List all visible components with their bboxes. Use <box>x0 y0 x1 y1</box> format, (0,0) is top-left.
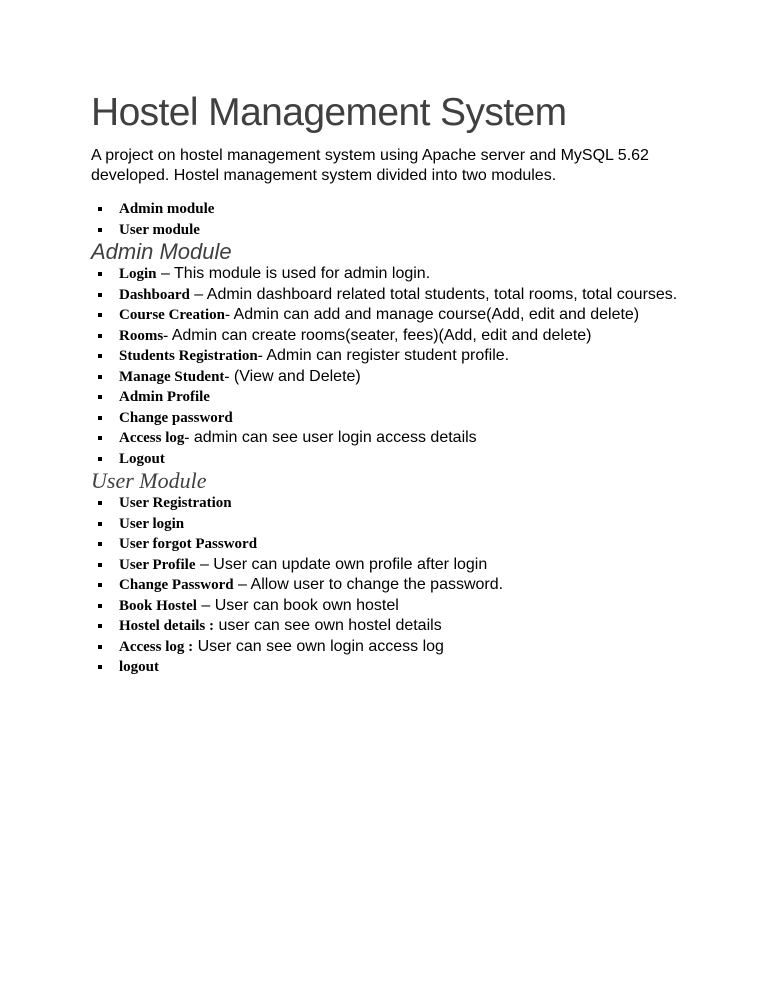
document-page <box>91 90 691 678</box>
item-term: Change password <box>119 409 233 426</box>
item-description: – User can update own profile after login <box>195 555 488 573</box>
list-item <box>91 305 691 326</box>
item-term: Login <box>119 266 157 282</box>
square-bullet-icon <box>98 272 102 276</box>
square-bullet-icon <box>98 665 102 669</box>
item-term: Students Registration- <box>119 348 263 364</box>
square-bullet-icon <box>98 395 102 399</box>
item-description: User can see own login access log <box>193 637 444 655</box>
item-description: admin can see user login access details <box>189 429 477 446</box>
square-bullet-icon <box>98 293 102 297</box>
item-term: Book Hostel <box>119 597 197 614</box>
item-term: Change Password <box>119 577 234 593</box>
list-item <box>91 326 691 347</box>
square-bullet-icon <box>98 375 102 379</box>
square-bullet-icon <box>98 354 102 358</box>
list-item <box>91 449 691 470</box>
item-description: – This module is used for admin login. <box>156 265 431 282</box>
item-term: Course Creation- <box>119 307 230 323</box>
item-term: Access log : <box>119 638 194 655</box>
list-item <box>91 514 691 535</box>
admin-module-heading: Admin Module <box>91 239 232 264</box>
square-bullet-icon <box>98 416 102 420</box>
square-bullet-icon <box>98 542 102 546</box>
list-item <box>91 534 691 555</box>
item-description: – User can book own hostel <box>196 596 399 614</box>
list-item <box>91 575 691 596</box>
list-item <box>91 220 691 241</box>
item-term: User Profile <box>119 556 196 573</box>
list-item <box>91 555 691 576</box>
square-bullet-icon <box>98 207 102 211</box>
item-description: Admin can register student profile. <box>262 347 510 364</box>
item-term: Access log- <box>119 430 190 446</box>
item-term: Manage Student- <box>119 368 230 385</box>
item-description: user can see own hostel details <box>214 617 442 634</box>
page-title: Hostel Management System <box>91 91 567 134</box>
square-bullet-icon <box>98 436 102 440</box>
list-item <box>91 616 691 637</box>
item-term: logout <box>119 659 160 675</box>
item-term: Dashboard <box>119 286 190 303</box>
square-bullet-icon <box>98 563 102 567</box>
item-term: Admin Profile <box>119 389 210 405</box>
square-bullet-icon <box>98 583 102 587</box>
list-item <box>91 637 691 658</box>
list-item <box>91 387 691 408</box>
item-term: Admin module <box>119 201 215 217</box>
intro-paragraph: A project on hostel management system using Apache server and MySQL 5.62 developed. Hostel management system divided into two modules. <box>91 147 649 184</box>
square-bullet-icon <box>98 334 102 338</box>
modules-list <box>91 199 691 240</box>
user-module-list <box>91 493 691 678</box>
item-description: (View and Delete) <box>229 367 361 385</box>
admin-module-list <box>91 264 691 469</box>
item-term: Logout <box>119 450 165 467</box>
list-item <box>91 493 691 514</box>
item-description: Admin can create rooms(seater, fees)(Add, edit and delete) <box>168 326 592 344</box>
square-bullet-icon <box>98 313 102 317</box>
item-description: – Admin dashboard related total students, total rooms, total courses. <box>189 285 678 303</box>
item-term: Hostel details : <box>119 618 214 634</box>
item-term: Rooms- <box>119 327 169 344</box>
square-bullet-icon <box>98 228 102 232</box>
list-item <box>91 285 691 306</box>
item-term: User forgot Password <box>119 536 258 552</box>
square-bullet-icon <box>98 501 102 505</box>
square-bullet-icon <box>98 457 102 461</box>
list-item <box>91 346 691 367</box>
item-description: Admin can add and manage course(Add, edit and delete) <box>229 306 640 323</box>
square-bullet-icon <box>98 624 102 628</box>
list-item <box>91 596 691 617</box>
user-module-heading: User Module <box>91 468 207 493</box>
list-item <box>91 199 691 220</box>
item-term: User login <box>119 515 185 532</box>
item-description: – Allow user to change the password. <box>233 576 504 593</box>
item-term: User Registration <box>119 495 232 511</box>
list-item <box>91 264 691 285</box>
list-item <box>91 367 691 388</box>
list-item <box>91 428 691 449</box>
square-bullet-icon <box>98 522 102 526</box>
square-bullet-icon <box>98 645 102 649</box>
item-term: User module <box>119 221 200 238</box>
square-bullet-icon <box>98 604 102 608</box>
list-item <box>91 657 691 678</box>
list-item <box>91 408 691 429</box>
